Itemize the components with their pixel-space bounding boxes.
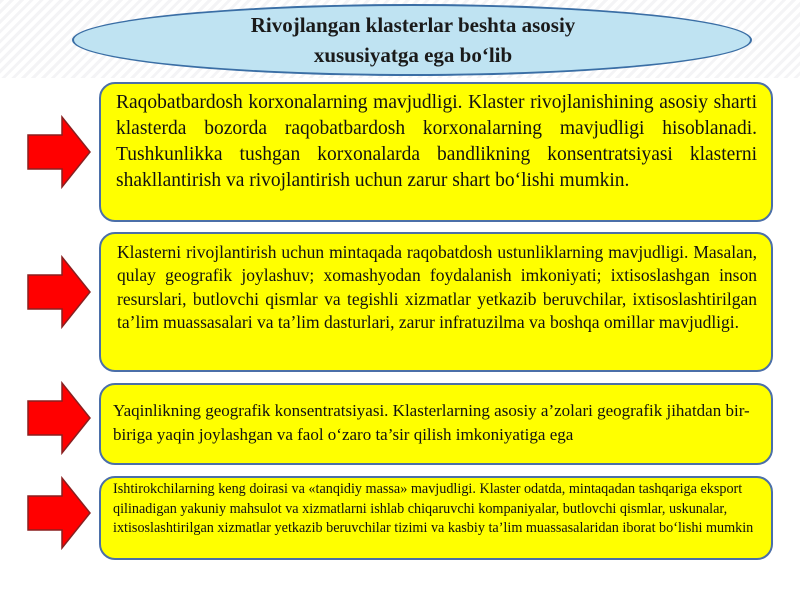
- feature-box-3: [99, 383, 773, 465]
- feature-text-3: Yaqinlikning geografik konsentratsiyasi. Klasterlarning asosiy a’zolari geografik jihatdan bir-biriga yaqin joylashgan va faol o‘zaro ta’sir qilish imkoniyatiga ega: [113, 401, 750, 444]
- slide-title-line1: Rivojlangan klasterlar beshta asosiy: [250, 13, 576, 37]
- feature-text-1: Raqobatbardosh korxonalarning mavjudligi. Klaster rivojlanishining asosiy sharti klasterda bozorda raqobatbardosh korxonalarning mavjudligi hisoblanadi. Tushkunlikka tushgan korxonalarda bandlikning konsentratsiyasi klasterni shakllantirish va rivojlantirish uchun zarur shart bo‘lishi mumkin.: [116, 92, 757, 191]
- arrow-right-icon: [26, 381, 92, 455]
- slide-title-line2: xususiyatga ega bo‘lib: [313, 43, 513, 67]
- feature-text-2: Klasterni rivojlantirish uchun mintaqada raqobatdosh ustunliklarning mavjudligi. Masalan, qulay geografik joylashuv; xomashyodan foydalanish imkoniyati; ixtisoslashgan inson resurslari, butlovchi qismlar va tegishli xizmatlar yetkazib beruvchilar, ixtisoslashtirilgan ta’lim muassasalari va ta’lim dasturlari, zarur infratuzilma va boshqa omillar mavjudligi.: [117, 242, 757, 333]
- arrow-right-icon: [26, 115, 92, 189]
- feature-text-4: Ishtirokchilarning keng doirasi va «tanqidiy massa» mavjudligi. Klaster odatda, mintaqadan tashqariga eksport qilinadigan yakuniy mahsulot va xizmatlarni ishlab chiqaruvchi kompaniyalar, butlovchi qismlar, uskunalar, ixtisoslashtirilgan xizmatlar yetkazib beruvchilar tizimi va kasbiy ta’lim muassasalaridan iborat bo‘lishi mumkin: [113, 481, 754, 536]
- feature-box-2: [99, 232, 773, 372]
- arrow-right-icon: [26, 476, 92, 550]
- feature-box-1: [99, 82, 773, 222]
- arrow-right-icon: [26, 255, 92, 329]
- feature-box-4: [99, 476, 773, 560]
- slide-title: [130, 10, 696, 70]
